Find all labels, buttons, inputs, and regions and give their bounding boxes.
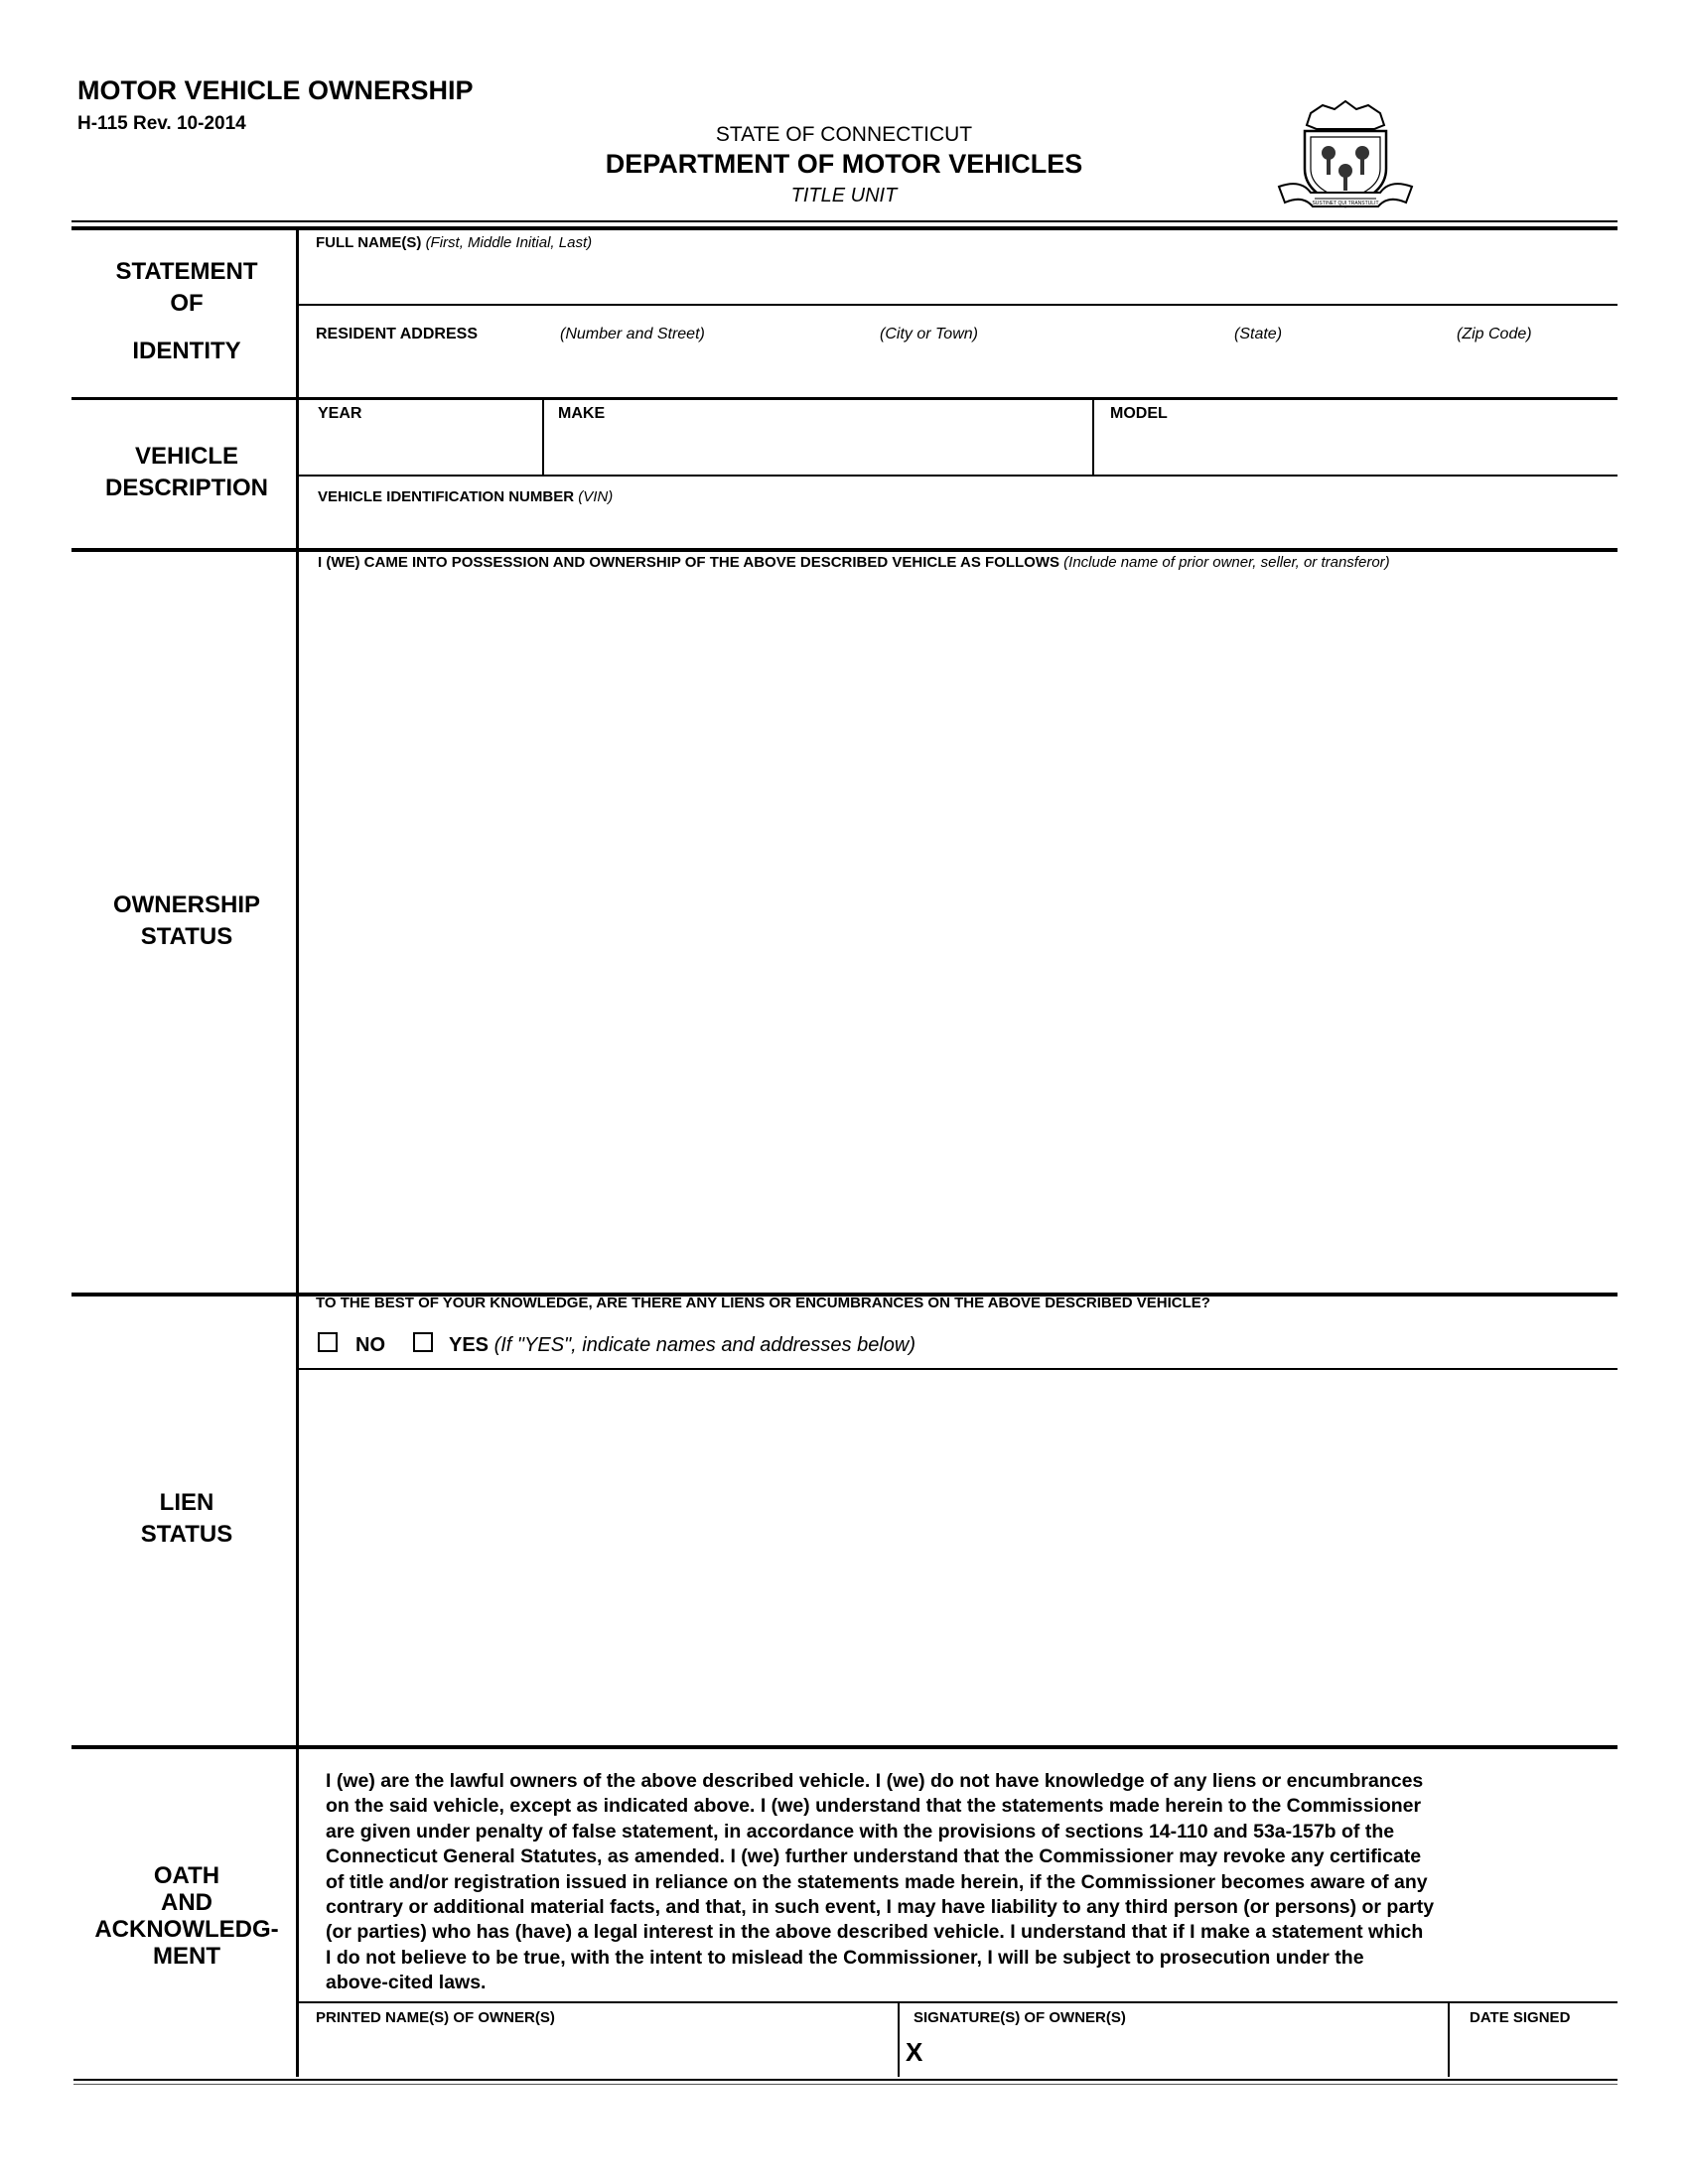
bottom-rule (73, 2079, 1618, 2081)
full-name-label-text: FULL NAME(S) (316, 234, 422, 251)
section-oath-line2: AND (161, 1889, 212, 1916)
signature-date-divider (1448, 2001, 1450, 2077)
vehicle-bottom-rule (71, 548, 1618, 552)
unit-name: TITLE UNIT (790, 185, 898, 206)
vin-hint: (VIN) (578, 488, 614, 505)
section-lien (71, 1487, 302, 1551)
printed-name-field[interactable] (300, 2029, 896, 2073)
oath-line-4: Connecticut General Statutes, as amended. I (we) further understand that the Commissioner may revoke any certificate (326, 1845, 1422, 1868)
vehicle-divider (296, 475, 1618, 477)
section-oath (71, 1862, 302, 1970)
zip-hint: (Zip Code) (1457, 326, 1532, 342)
address-label: RESIDENT ADDRESS (316, 326, 478, 342)
full-name-field[interactable] (300, 254, 1617, 302)
ownership-prompt-text: I (WE) CAME INTO POSSESSION AND OWNERSHIP OF THE ABOVE DESCRIBED VEHICLE AS FOLLOWS (318, 554, 1059, 571)
model-label: MODEL (1110, 405, 1168, 422)
yes-label: YES (449, 1334, 490, 1356)
state-hint: (State) (1234, 326, 1283, 342)
lien-text-area[interactable] (300, 1372, 1617, 1743)
ownership-prompt (318, 554, 1390, 571)
state-name: STATE OF CONNECTICUT (715, 123, 973, 146)
top-rule-thick (71, 226, 1618, 230)
full-name-label (316, 234, 592, 251)
yes-hint: (If "YES", indicate names and addresses below) (493, 1334, 916, 1356)
year-label: YEAR (318, 405, 362, 422)
section-divider (296, 230, 299, 2077)
signature-mark: X (906, 2037, 923, 2067)
oath-text (326, 1769, 1613, 1996)
oath-line-2: on the said vehicle, except as indicated above. I (we) understand that the statements made herein to the Commissioner (326, 1795, 1422, 1818)
section-vehicle-line2: DESCRIPTION (104, 475, 268, 501)
street-hint: (Number and Street) (560, 326, 705, 342)
section-vehicle (71, 441, 302, 504)
oath-line-8: I do not believe to be true, with the intent to mislead the Commissioner, I will be subject to prosecution under the (326, 1946, 1364, 1969)
year-field[interactable] (300, 425, 542, 475)
no-label: NO (355, 1334, 385, 1356)
yes-checkbox[interactable] (413, 1332, 433, 1352)
top-rule (71, 220, 1618, 222)
section-lien-line2: STATUS (140, 1521, 233, 1548)
lien-question: TO THE BEST OF YOUR KNOWLEDGE, ARE THERE ANY LIENS OR ENCUMBRANCES ON THE ABOVE DESCRIBED VEHICLE? (316, 1295, 1210, 1311)
seal-text: SUSTINET QUI TRANSTULIT (1312, 201, 1379, 206)
make-model-divider (1092, 399, 1094, 477)
section-oath-line4: MENT (153, 1943, 220, 1970)
section-ownership-line1: OWNERSHIP (112, 891, 260, 918)
section-ownership (71, 889, 302, 953)
date-signed-label: DATE SIGNED (1470, 2009, 1571, 2026)
identity-bottom-rule (71, 397, 1618, 400)
make-label: MAKE (558, 405, 606, 422)
year-make-divider (542, 399, 544, 477)
section-identity-line3: IDENTITY (132, 338, 241, 364)
lien-divider (296, 1368, 1618, 1370)
printed-name-label: PRINTED NAME(S) OF OWNER(S) (316, 2009, 555, 2026)
signature-label: SIGNATURE(S) OF OWNER(S) (914, 2009, 1126, 2026)
state-seal-icon (1271, 95, 1420, 218)
lien-bottom-rule (71, 1745, 1618, 1749)
section-identity-line1: STATEMENT (115, 258, 258, 285)
form-title: MOTOR VEHICLE OWNERSHIP (77, 75, 474, 105)
bottom-rule-second (73, 2084, 1618, 2085)
form-number: H-115 Rev. 10-2014 (77, 113, 246, 134)
vin-label-text: VEHICLE IDENTIFICATION NUMBER (318, 488, 575, 505)
city-hint: (City or Town) (880, 326, 978, 342)
section-identity (71, 256, 302, 367)
oath-line-7: (or parties) who has (have) a legal interest in the above described vehicle. I understand that if I make a statement which (326, 1921, 1424, 1944)
signature-field[interactable] (937, 2029, 1444, 2073)
full-name-hint: (First, Middle Initial, Last) (425, 234, 593, 251)
section-oath-line1: OATH (153, 1862, 220, 1889)
date-signed-field[interactable] (1452, 2029, 1617, 2073)
section-identity-line2: OF (170, 290, 204, 317)
department-name: DEPARTMENT OF MOTOR VEHICLES (605, 149, 1083, 179)
ownership-prompt-hint: (Include name of prior owner, seller, or transferor) (1063, 554, 1390, 571)
name-signature-divider (898, 2001, 900, 2077)
oath-line-3: are given under penalty of false statement, in accordance with the provisions of sections 14-110 and 53a-157b of the (326, 1820, 1395, 1843)
section-lien-line1: LIEN (159, 1489, 214, 1516)
ownership-text-area[interactable] (300, 576, 1617, 1291)
section-ownership-line2: STATUS (140, 923, 233, 950)
vin-label (318, 488, 613, 505)
section-vehicle-line1: VEHICLE (134, 443, 238, 470)
yes-option (449, 1334, 915, 1357)
oath-line-5: of title and/or registration issued in reliance on the statements made herein, if the Commissioner becomes aware of any (326, 1870, 1428, 1893)
model-field[interactable] (1096, 425, 1617, 475)
no-checkbox[interactable] (318, 1332, 338, 1352)
vin-field[interactable] (300, 508, 1617, 548)
signature-row-rule (296, 2001, 1618, 2003)
oath-line-9: above-cited laws. (326, 1972, 487, 1994)
oath-line-6: contrary or additional material facts, and that, in such event, I may have liability to any third person (or persons) or party (326, 1896, 1435, 1919)
make-field[interactable] (546, 425, 1090, 475)
oath-line-1: I (we) are the lawful owners of the above described vehicle. I (we) do not have knowledge of any liens or encumbrances (326, 1770, 1424, 1792)
address-field[interactable] (300, 347, 1617, 397)
identity-divider (296, 304, 1618, 306)
section-oath-line3: ACKNOWLEDG- (94, 1916, 279, 1943)
